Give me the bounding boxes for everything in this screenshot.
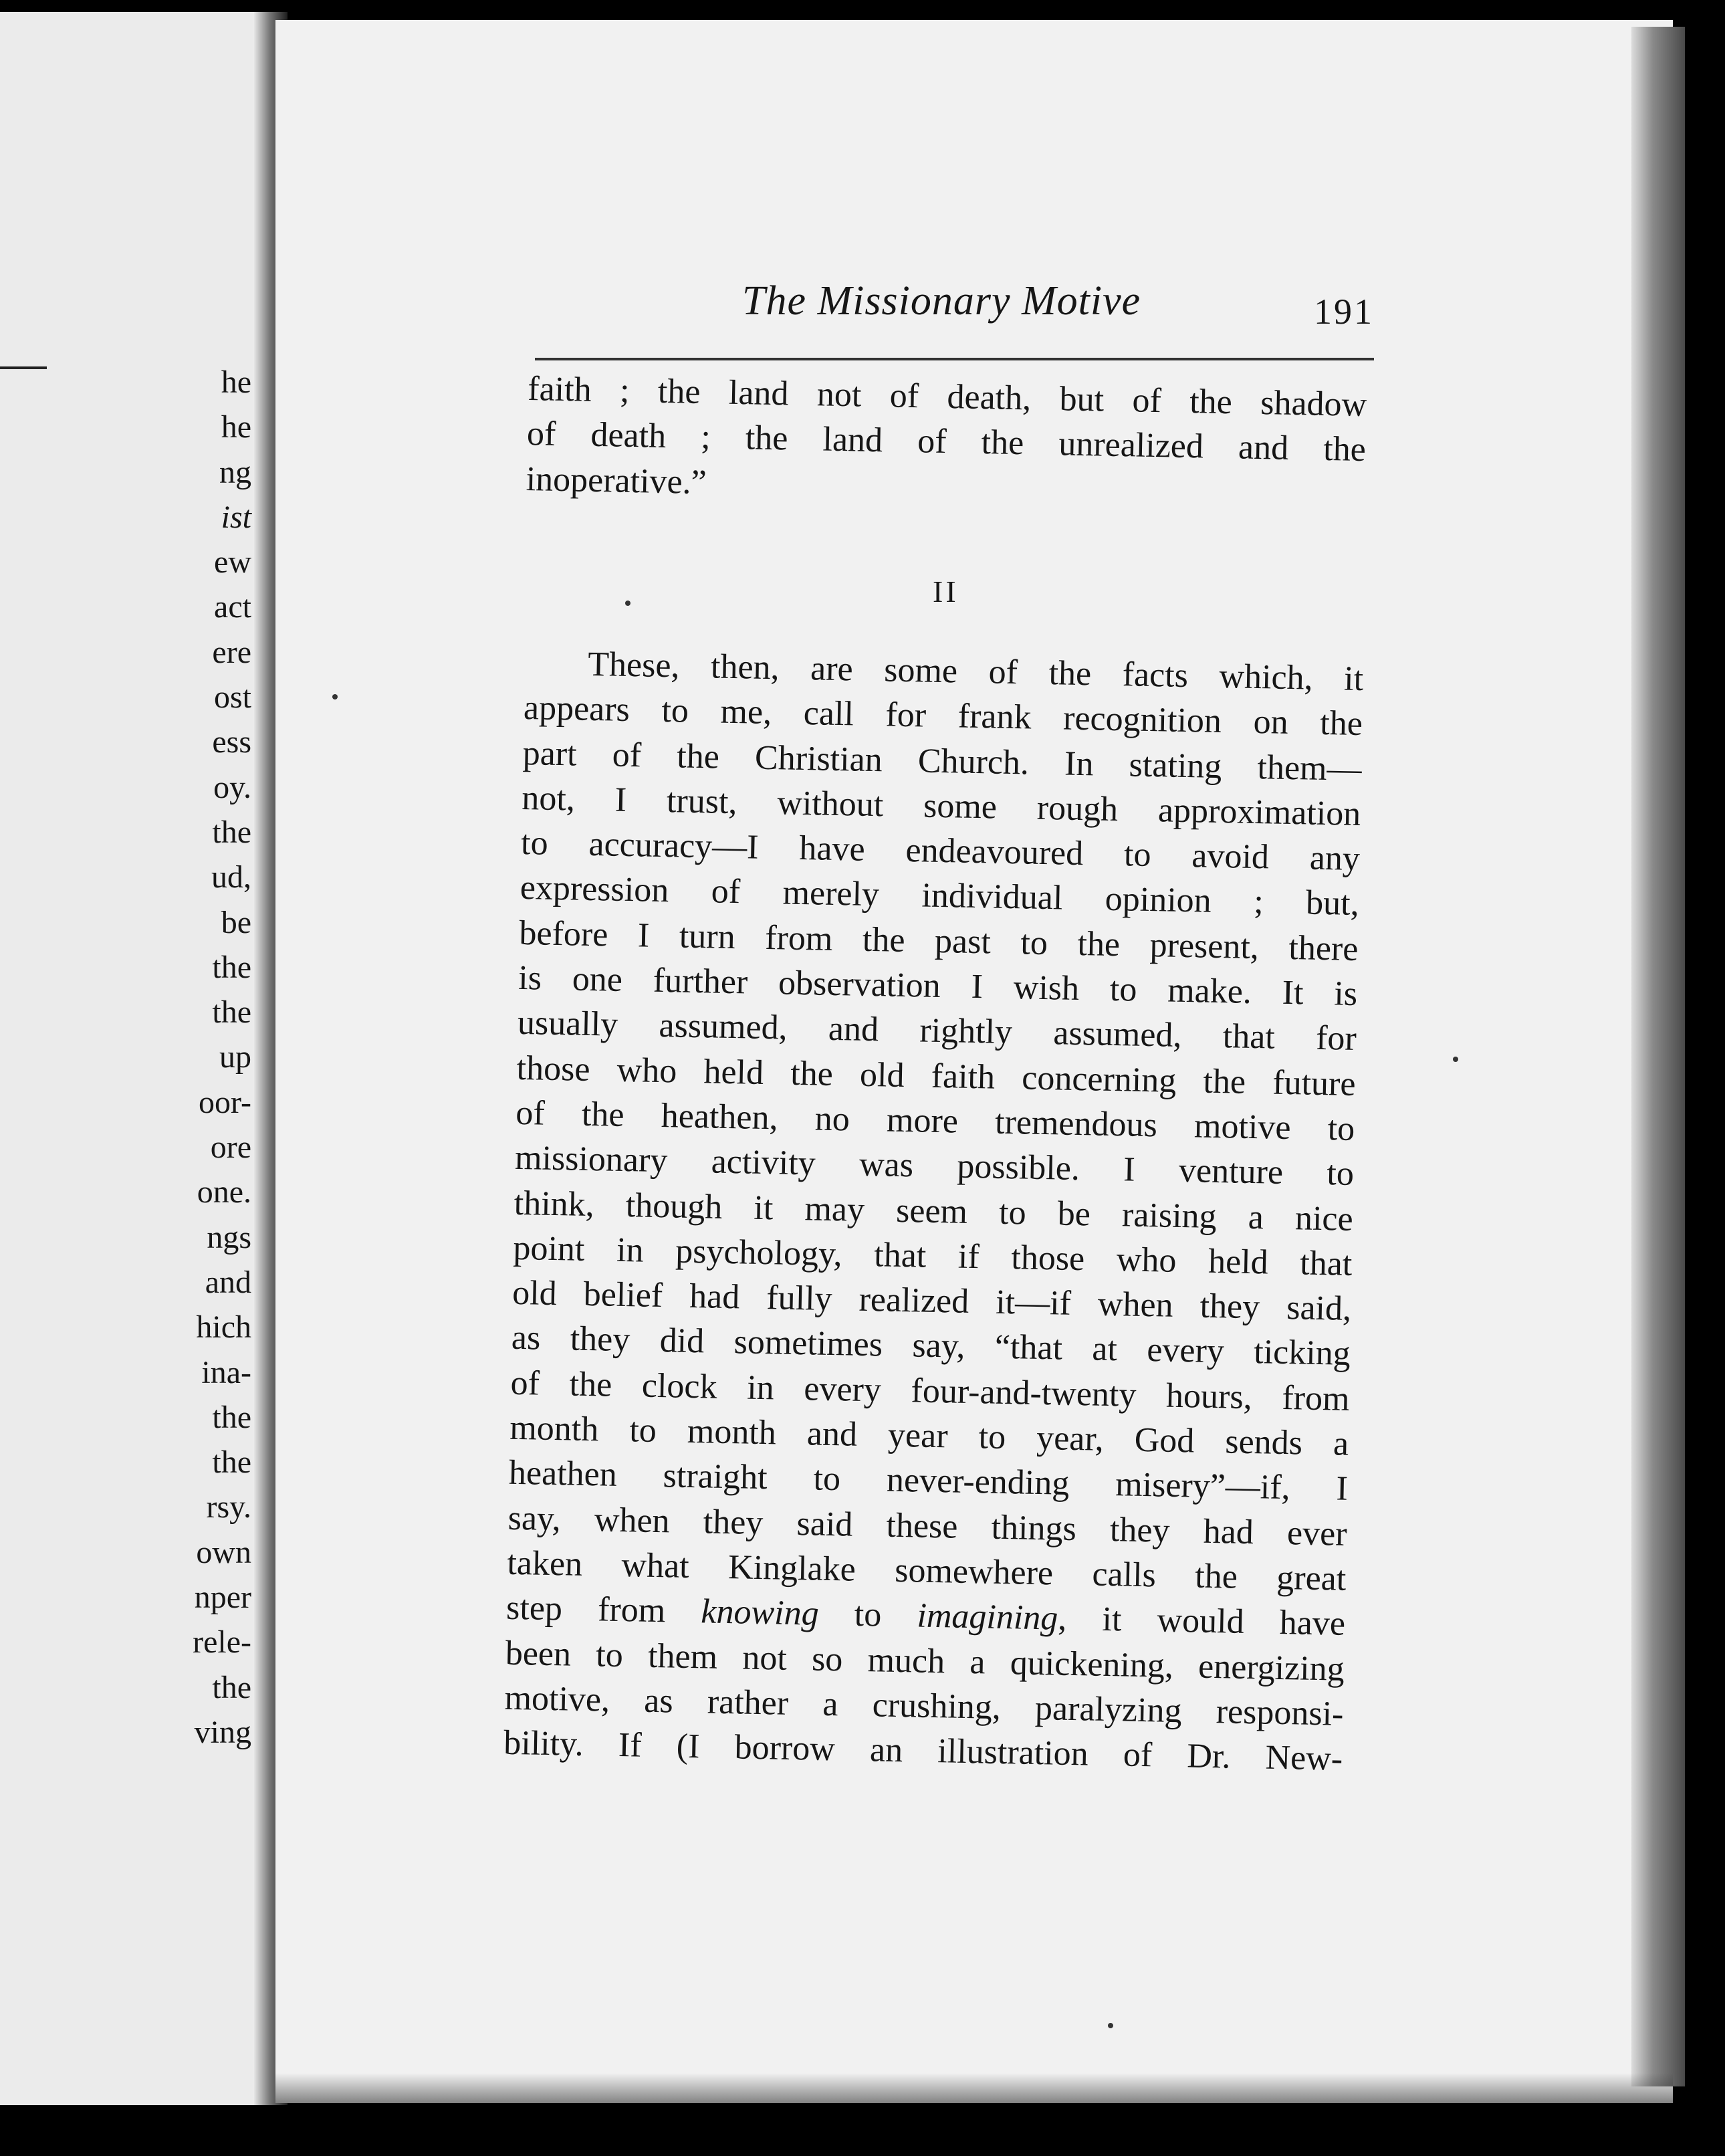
paper-speck [1453, 1057, 1458, 1062]
text-line: been to them not so much a quickening, energizing [505, 1634, 1345, 1689]
text-line: expression of merely individual opinion ; but, [520, 869, 1360, 924]
left-line: nper [194, 1580, 251, 1616]
left-line: rele- [193, 1624, 251, 1660]
text-line: inoperative.” [526, 459, 707, 502]
left-line: the [212, 994, 251, 1031]
text-line: think, though it may seem to be raising a nice [513, 1184, 1354, 1238]
text-run: , it would have [1057, 1599, 1346, 1644]
running-head-rule [535, 358, 1374, 360]
text-line: bility. If (I borrow an illustration of Dr. New- [503, 1723, 1343, 1778]
left-line: the [212, 814, 251, 850]
text-run: step from [505, 1588, 702, 1631]
text-line: part of the Christian Church. In stating them— [522, 734, 1363, 788]
page-number: 191 [1314, 292, 1374, 332]
left-line: ina- [201, 1354, 251, 1390]
text-line: taken what Kinglake somewhere calls the great [506, 1543, 1347, 1598]
text-line: These, then, are some of the facts which, it [587, 645, 1364, 699]
text-line: of the clock in every four-and-twenty hours, from [510, 1364, 1351, 1418]
text-line: faith ; the land not of death, but of the shadow [527, 369, 1367, 425]
text-line: old belief had fully realized it—if when they said, [511, 1273, 1352, 1329]
paragraph-continuation [526, 366, 1367, 518]
left-line: oor- [198, 1084, 251, 1120]
paper-speck [1108, 2023, 1113, 2028]
left-line: own [196, 1534, 251, 1570]
left-line: oy. [213, 769, 251, 805]
left-line: act [214, 589, 251, 625]
left-line: up [219, 1039, 251, 1075]
left-line: ist [221, 499, 251, 535]
left-line: ere [212, 634, 251, 670]
running-head-title: The Missionary Motive [742, 278, 1141, 324]
left-line: the [212, 1669, 251, 1705]
left-line: he [221, 364, 251, 400]
page-bottom-shadow [275, 2073, 1673, 2103]
left-page [0, 12, 269, 2105]
text-line: usually assumed, and rightly assumed, that for [517, 1004, 1357, 1059]
text-line: month to month and year to year, God sends a [509, 1408, 1349, 1463]
left-line: the [212, 1399, 251, 1435]
left-line: the [212, 1444, 251, 1481]
left-line: be [221, 904, 251, 940]
text-line: those who held the old faith concerning the future [516, 1049, 1357, 1103]
text-line: is one further observation I wish to make. It is [518, 958, 1358, 1014]
text-line: heathen straight to never-ending misery”—if, I [508, 1454, 1349, 1509]
text-line: missionary activity was possible. I venture to [514, 1139, 1355, 1194]
left-line: rsy. [206, 1489, 251, 1525]
text-line: before I turn from the past to the present, there [519, 913, 1359, 968]
text-line: point in psychology, that if those who held that [513, 1228, 1353, 1283]
left-page-text [118, 360, 251, 1755]
left-line: one. [197, 1174, 251, 1210]
left-line: ving [194, 1714, 251, 1750]
page-edge-shadow [1631, 27, 1685, 2086]
left-line: ess [212, 724, 251, 760]
running-head [535, 264, 1387, 338]
text-line: appears to me, call for frank recognition on the [523, 689, 1363, 744]
left-line: ew [214, 544, 251, 580]
left-line: ore [210, 1129, 251, 1166]
text-line: of the heathen, no more tremendous motive to [515, 1093, 1355, 1148]
left-line: hich [196, 1309, 251, 1345]
text-run: to [818, 1594, 918, 1635]
text-line: not, I trust, without some rough approximation [521, 778, 1361, 833]
left-line: ost [213, 679, 251, 716]
text-line: motive, as rather a crushing, paralyzing responsi- [504, 1679, 1344, 1733]
paragraph-main [503, 641, 1364, 1782]
paper-speck [332, 694, 338, 699]
section-heading: II [933, 574, 959, 609]
left-line: ng [219, 454, 251, 490]
left-line: ngs [207, 1219, 251, 1255]
left-line: the [212, 949, 251, 985]
italic-word-imagining: imagining [916, 1596, 1058, 1638]
left-line: ud, [211, 859, 251, 895]
text-line: of death ; the land of the unrealized and the [526, 415, 1367, 469]
text-line: to accuracy—I have endeavoured to avoid any [520, 824, 1361, 879]
paper-speck [625, 601, 630, 606]
left-line: and [205, 1264, 251, 1300]
italic-word-knowing: knowing [700, 1592, 820, 1633]
text-line: as they did sometimes say, “that at every ticking [511, 1319, 1351, 1374]
left-page-rule [0, 366, 47, 369]
left-line: he [221, 409, 251, 445]
text-line: say, when they said these things they had ever [507, 1499, 1348, 1553]
